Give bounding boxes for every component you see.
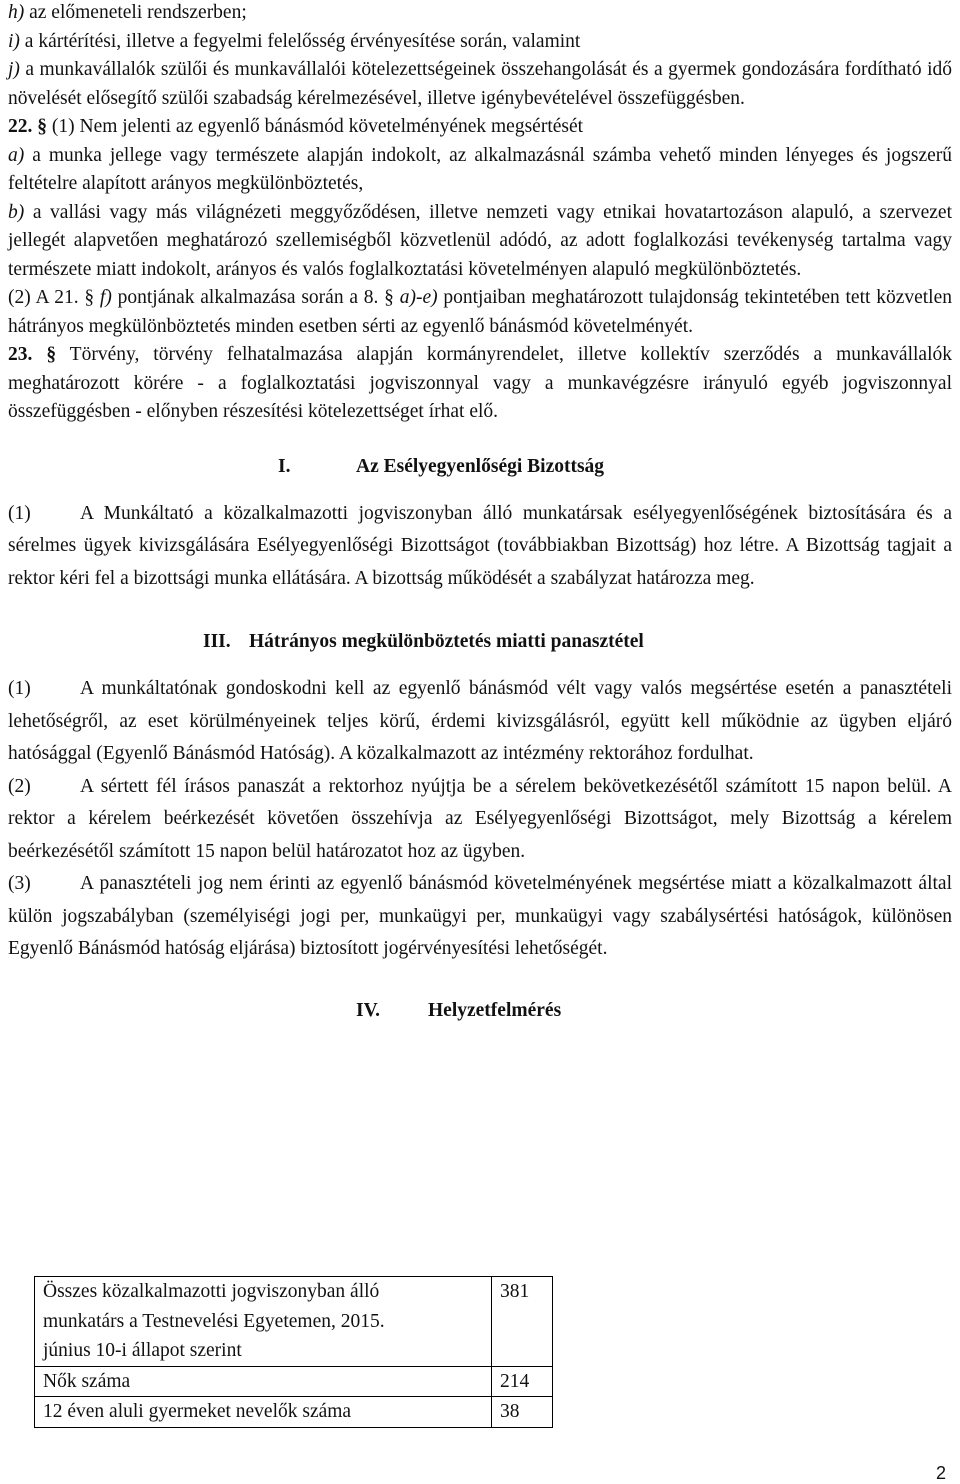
heading-section-4 [8, 995, 952, 1027]
p2-text-b: pontjának alkalmazása során a 8. § [111, 287, 400, 308]
table-row [35, 1366, 553, 1397]
list-text: a kártérítési, illetve a fegyelmi felelősség érvényesítése során, valamint [19, 30, 581, 52]
section-22-a [8, 142, 952, 199]
list-item-i [8, 28, 952, 57]
list-label: i) [8, 30, 20, 52]
section-3-p3 [8, 868, 952, 966]
section-22-intro [8, 113, 952, 142]
section-23 [8, 341, 952, 427]
heading-number: IV. [356, 999, 381, 1021]
table-label-cell [35, 1277, 492, 1367]
label-line: Összes közalkalmazotti jogviszonyban álló [43, 1281, 380, 1302]
page-number: 2 [935, 1463, 946, 1483]
list-label: j) [8, 59, 20, 80]
item-label: b) [8, 201, 25, 223]
upper-text [8, 0, 952, 427]
paragraph-number: (1) [8, 678, 31, 699]
item-label: a) [8, 144, 25, 166]
p2-text-c: pontjaiban meghatározott tulajdonság tekintetében tett közvetlen hátrányos megkülönböztetés minden esetben sérti az egyenlő bánásmód követelményét. [8, 287, 953, 337]
paragraph-text: A sértett fél írásos panaszát a rektorhoz nyújtja be a sérelem bekövetkezésétől számított 15 napon belül. A rektor a kérelem beérkezését követően összehívja az Esélyegyenlőségi Bizottságot, mely Bizottság a kérelem beérkezésétől számított 15 napon belül határozatot hoz az ügyben. [8, 775, 952, 862]
paragraph-sign: § [32, 344, 57, 365]
list-text: a munkavállalók szülői és munkavállalói kötelezettségeinek összehangolását és a gyermek gondozására fordítható idő növelését elősegítő szülői szabadság kérelmezésével, illetve igénybevételével összefüggésben. [8, 59, 952, 109]
table-value-cell: 214 [492, 1366, 553, 1397]
heading-title: Hátrányos megkülönböztetés miatti panasztétel [249, 631, 644, 652]
section-22-p2 [8, 284, 952, 341]
paragraph-number: (2) [8, 775, 31, 797]
section-3-p1 [8, 673, 952, 771]
list-text: az előmeneteli rendszerben; [24, 2, 247, 23]
paragraph-sign: § [32, 116, 47, 137]
label-line: 12 éven aluli gyermeket nevelők száma [43, 1401, 352, 1422]
section-number: 23. [8, 344, 33, 365]
section-text: Törvény, törvény felhatalmazása alapján kormányrendelet, illetve kollektív szerződés a munkavállalók meghatározott körére - a foglalkoztatási jogviszonnyal vagy a munkavégzésre irányuló egyéb jogviszonnyal összefüggésben - előnyben részesítési kötelezettséget írhat elő. [8, 344, 952, 422]
list-label: h) [8, 2, 25, 23]
heading-section-1 [8, 451, 952, 483]
label-line: június 10-i állapot szerint [43, 1340, 242, 1361]
table-value-cell: 38 [492, 1397, 553, 1428]
status-table [34, 1276, 553, 1428]
section-number: 22. [8, 116, 33, 137]
list-item-h [8, 0, 952, 28]
main-text [8, 451, 952, 1027]
document-page [8, 0, 953, 1422]
label-line: Nők száma [43, 1370, 131, 1392]
heading-title: Helyzetfelmérés [428, 999, 562, 1021]
list-item-j [8, 56, 952, 113]
heading-number: III. [203, 631, 231, 652]
table-row [35, 1397, 553, 1428]
label-line: munkatárs a Testnevelési Egyetemen, 2015. [43, 1310, 385, 1332]
section-1-p1 [8, 498, 952, 596]
heading-number: I. [278, 455, 291, 477]
heading-section-3 [8, 626, 952, 658]
heading-title: Az Esélyegyenlőségi Bizottság [356, 455, 605, 477]
paragraph-text: A panasztételi jog nem érinti az egyenlő bánásmód követelményének megsértése miatt a közalkalmazott által külön jogszabályban (személyiségi jogi per, munkaügyi per, munkaügyi vagy szabálysértési hatóságok, különösen Egyenlő Bánásmód hatóság eljárása) biztosított jogérvényesítési lehetőségét. [8, 873, 952, 959]
p2-text-a: (2) A 21. § [8, 287, 100, 308]
item-text: a vallási vagy más világnézeti meggyőződésen, illetve nemzeti vagy etnikai hovatartozáson alapuló, a szervezet jellegét alapvetően meghatározó szellemiségből közvetlenül adódó, az adott foglalkozási tevékenység tartalma vagy természete miatt indokolt, arányos és valós foglalkoztatási követelményen alapuló megkülönböztetés. [8, 201, 952, 280]
item-text: a munka jellege vagy természete alapján indokolt, az alkalmazásnál számba vehető minden lényeges és jogszerű feltételre alapított arányos megkülönböztetés, [8, 144, 952, 194]
table-label-cell [35, 1397, 492, 1428]
p2-ref-f: f) [99, 287, 112, 308]
paragraph-text: A Munkáltató a közalkalmazotti jogviszonyban álló munkatársak esélyegyenlőségének biztosítására és a sérelmes ügyek kivizsgálására Esélyegyenlőségi Bizottságot (továbbiakban Bizottság) hoz létre. A Bizottság tagjait a rektor kéri fel a bizottsági munka ellátására. A bizottság működését a szabályzat határozza meg. [8, 502, 952, 589]
table-value-cell: 381 [492, 1277, 553, 1367]
section-3-p2 [8, 771, 952, 869]
paragraph-number: (1) [8, 502, 31, 524]
paragraph-number: (3) [8, 873, 31, 894]
section-22-b [8, 199, 952, 285]
paragraph-text: A munkáltatónak gondoskodni kell az egyenlő bánásmód vélt vagy valós megsértése esetén a panasztételi lehetőségről, az eset körülményeinek teljes körű, érdemi kivizsgálásról, együtt kell működnie az ügyben eljáró hatósággal (Egyenlő Bánásmód Hatóság). A közalkalmazott az intézmény rektorához fordulhat. [8, 678, 952, 764]
table-label-cell [35, 1366, 492, 1397]
section-text: (1) Nem jelenti az egyenlő bánásmód követelményének megsértését [47, 116, 584, 137]
p2-ref-ae: a)-e) [399, 287, 438, 308]
table-row [35, 1277, 553, 1367]
